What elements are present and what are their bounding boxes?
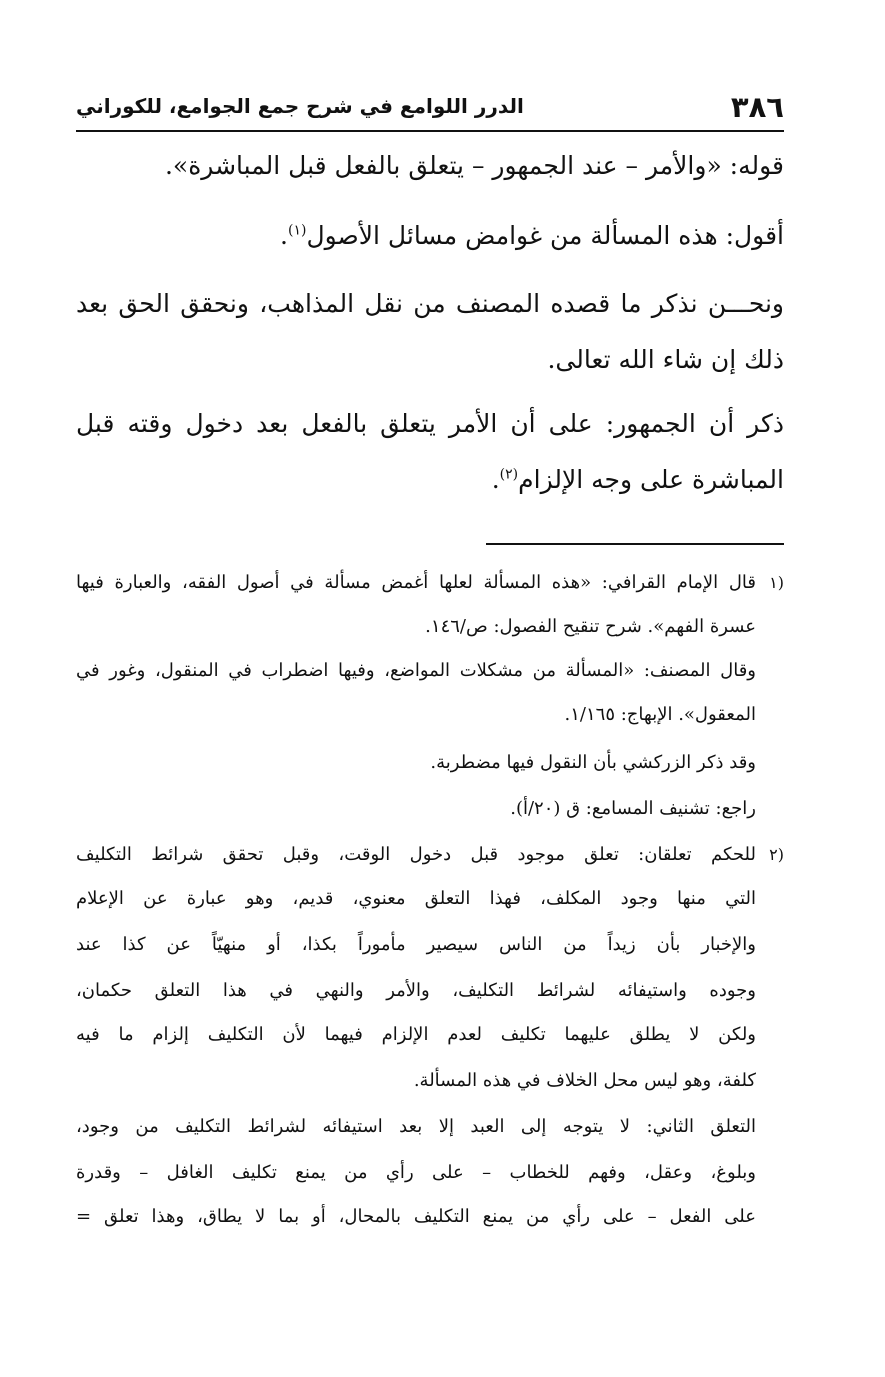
paragraph-aqul-text: أقول: هذه المسألة من غوامض مسائل الأصول: [306, 221, 784, 250]
footnote-ref-2: (٢): [499, 466, 519, 483]
paragraph-dhakara-line-1: [76, 404, 784, 444]
footnote-2-line: على الفعل – على رأي من يمنع التكليف بالمحال، أو بما لا يطاق، وهذا تعلق =: [76, 1206, 756, 1227]
footnote-1-line: راجع: تشنيف المسامع: ق (٢٠/أ).: [510, 798, 756, 819]
footnote-2-line: ولكن لا يطلق عليهما تكليف لعدم الإلزام فيهما لأن التكليف إلزام ما فيه: [76, 1024, 756, 1045]
footnote-2-marker: (٢: [769, 845, 784, 864]
footnote-1-line: عسرة الفهم». شرح تنقيح الفصول: ص/١٤٦.: [425, 616, 756, 637]
footnote-2-line: والإخبار بأن زيداً من الناس سيصير مأموراً بكذا، أو منهيّاً عن كذا عند: [76, 934, 756, 955]
footnote-2-line: التعلق الثاني: لا يتوجه إلى العبد إلا بعد استيفائه لشرائط التكليف من وجود،: [76, 1116, 756, 1137]
paragraph-quote: [76, 146, 784, 186]
footnote-2-line: وجوده واستيفائه لشرائط التكليف، والأمر والنهي في هذا التعلق حكمان،: [76, 980, 756, 1001]
page-header: [76, 86, 784, 132]
footnote-2-line: وبلوغ، وعقل، وفهم للخطاب – على رأي من يمنع تكليف الغافل – وقدرة: [76, 1162, 756, 1183]
paragraph-dhakara-line-1-text: ذكر أن الجمهور: على أن الأمر يتعلق بالفعل بعد دخول وقته قبل: [76, 409, 784, 438]
footnote-1-line: وقال المصنف: «المسألة من مشكلات المواضع، وفيها اضطراب في المنقول، وغور في: [76, 660, 756, 681]
paragraph-nahnu-line-2: [76, 340, 784, 380]
footnote-1-marker: (١: [769, 573, 784, 592]
running-title: الدرر اللوامع في شرح جمع الجوامع، للكوراني: [76, 94, 524, 118]
footnote-ref-1: (١): [288, 222, 307, 239]
paragraph-dhakara-end: .: [491, 465, 500, 494]
footnote-1-line: قال الإمام القرافي: «هذه المسألة لعلها أغمض مسألة في أصول الفقه، والعبارة فيها: [76, 572, 756, 593]
footnote-2-line: للحكم تعلقان: تعلق موجود قبل دخول الوقت، وقبل تحقق شرائط التكليف: [76, 844, 756, 865]
paragraph-aqul-end: .: [280, 221, 288, 250]
footnote-1-line: المعقول». الإبهاج: ١/١٦٥.: [564, 704, 756, 725]
footnote-separator: [486, 543, 784, 545]
paragraph-nahnu-line-1-text: ونحـــن نذكر ما قصده المصنف من نقل المذاهب، ونحقق الحق بعد: [76, 289, 784, 318]
paragraph-dhakara-line-2-text: المباشرة على وجه الإلزام: [518, 465, 784, 494]
footnote-1-line: وقد ذكر الزركشي بأن النقول فيها مضطربة.: [430, 752, 756, 773]
paragraph-quote-text: قوله: «والأمر – عند الجمهور – يتعلق بالفعل قبل المباشرة».: [164, 151, 784, 180]
paragraph-nahnu-line-2-text: ذلك إن شاء الله تعالى.: [547, 345, 784, 374]
footnote-2-line: التي منها وجود المكلف، فهذا التعلق معنوي، قديم، وهو عبارة عن الإعلام: [76, 888, 756, 909]
paragraph-nahnu-line-1: [76, 284, 784, 324]
page-number: ٣٨٦: [730, 90, 784, 124]
footnote-2-line: كلفة، وهو ليس محل الخلاف في هذه المسألة.: [413, 1070, 756, 1091]
paragraph-dhakara-line-2: [76, 460, 784, 500]
paragraph-aqul: [76, 216, 784, 256]
